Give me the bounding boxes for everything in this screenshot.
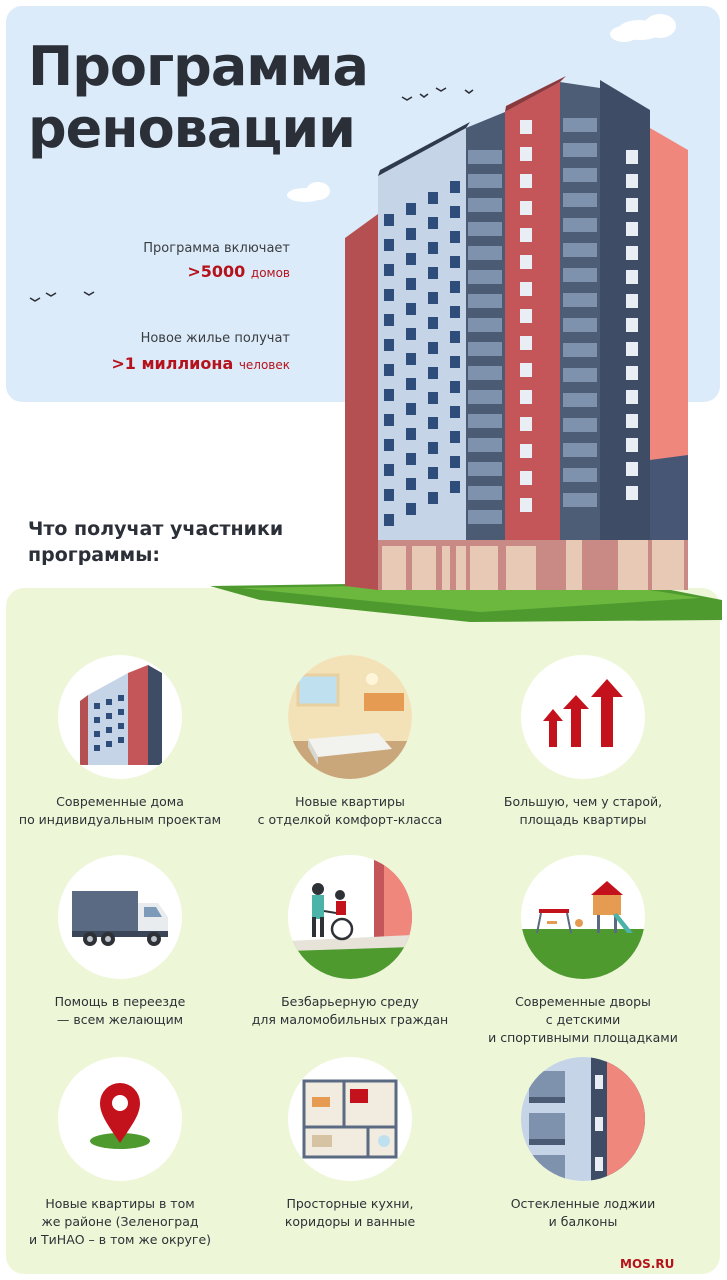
feature-caption xyxy=(230,793,470,829)
stat-value-residents xyxy=(20,354,290,373)
feature-new-apartments xyxy=(230,655,470,829)
feature-caption xyxy=(230,993,470,1029)
stat-number-residents: >1 миллиона xyxy=(111,354,234,373)
caption-line: Остекленные лоджии xyxy=(510,1196,656,1211)
caption-line: Большую, чем у старой, xyxy=(503,794,663,809)
feature-modern-houses xyxy=(0,655,240,829)
caption-line: же районе (Зеленоград xyxy=(41,1214,199,1229)
feature-glazed-balconies xyxy=(463,1057,703,1231)
feature-larger-area xyxy=(463,655,703,829)
wheelchair-access-icon xyxy=(288,855,412,979)
feature-caption xyxy=(0,793,240,829)
title-line-1: Программа xyxy=(28,35,368,98)
caption-line: Современные дворы xyxy=(515,994,651,1009)
feature-same-district xyxy=(0,1057,240,1249)
mosru-logo: MOS.RU xyxy=(620,1257,675,1271)
benefits-heading-line-1: Что получат участники xyxy=(28,518,284,540)
floor-plan-icon xyxy=(288,1057,412,1181)
title-line-2: реновации xyxy=(28,97,355,160)
caption-line: и спортивными площадками xyxy=(488,1030,678,1045)
moving-truck-icon xyxy=(58,855,182,979)
feature-moving-help xyxy=(0,855,240,1029)
location-pin-icon xyxy=(58,1057,182,1181)
caption-line: и ТиНАО – в том же округе) xyxy=(28,1232,212,1247)
caption-line: для маломобильных граждан xyxy=(251,1012,449,1027)
caption-line: по индивидуальным проектам xyxy=(18,812,222,827)
benefits-heading-line-2: программы: xyxy=(28,544,160,566)
page-title xyxy=(28,36,368,160)
caption-line: с детскими xyxy=(545,1012,621,1027)
stat-number-houses: >5000 xyxy=(187,262,246,281)
glazed-balcony-icon xyxy=(521,1057,645,1181)
playground-icon xyxy=(521,855,645,979)
caption-line: Новые квартиры в том xyxy=(45,1196,195,1211)
feature-caption xyxy=(463,793,703,829)
feature-barrier-free xyxy=(230,855,470,1029)
stat-label-houses: Программа включает xyxy=(143,241,290,256)
feature-caption xyxy=(230,1195,470,1231)
caption-line: Безбарьерную среду xyxy=(281,994,419,1009)
caption-line: Новые квартиры xyxy=(295,794,405,809)
apartment-interior-icon xyxy=(288,655,412,779)
caption-line: и балконы xyxy=(548,1214,618,1229)
caption-line: Просторные кухни, xyxy=(286,1196,414,1211)
feature-modern-yards xyxy=(463,855,703,1047)
feature-caption xyxy=(463,1195,703,1231)
growth-arrows-icon xyxy=(521,655,645,779)
feature-caption xyxy=(0,993,240,1029)
caption-line: — всем желающим xyxy=(56,1012,184,1027)
feature-spacious-rooms xyxy=(230,1057,470,1231)
stat-value-houses xyxy=(20,262,290,281)
feature-caption xyxy=(463,993,703,1047)
caption-line: Современные дома xyxy=(56,794,184,809)
caption-line: с отделкой комфорт-класса xyxy=(257,812,443,827)
modern-building-icon xyxy=(58,655,182,779)
caption-line: коридоры и ванные xyxy=(284,1214,416,1229)
caption-line: Помощь в переезде xyxy=(54,994,186,1009)
benefits-heading xyxy=(28,516,328,568)
feature-caption xyxy=(0,1195,240,1249)
caption-line: площадь квартиры xyxy=(519,812,647,827)
stat-unit-residents: человек xyxy=(238,358,290,372)
stat-unit-houses: домов xyxy=(250,266,290,280)
stat-label-residents: Новое жилье получат xyxy=(140,331,290,346)
